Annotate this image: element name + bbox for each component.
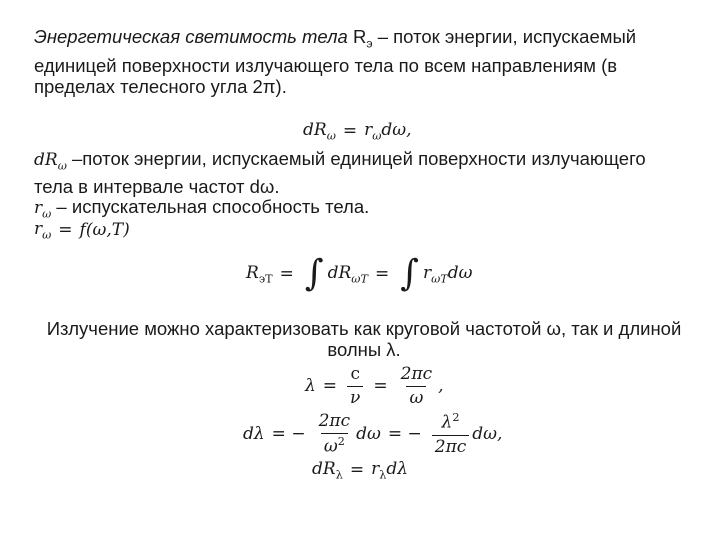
intro-title-phrase: Энергетическая светимость тела: [34, 26, 348, 47]
equation-dR-omega: $dR_\omega$ = $r_\omega d\omega$,: [303, 120, 412, 143]
fraction-2pic-omega-squared: $\frac{2\pi c}{\omega^2}$: [318, 411, 351, 457]
fraction-lambda-squared-2pic: $\frac{\lambda^2}{2\pi c}$: [432, 411, 470, 457]
intro-line-1: [34, 26, 694, 55]
integral-sign: ∫: [400, 253, 419, 294]
definition-r-omega: $r_\omega$ – испускательная способность тела.: [34, 196, 370, 221]
intro-line-3: пределах телесного угла 2π).: [34, 75, 287, 97]
radiation-line-2: волны λ.: [327, 339, 401, 360]
intro-paragraph: [34, 26, 694, 97]
radiation-line-1: Излучение можно характеризовать как круговой частотой ω, так и длиной: [46, 318, 682, 339]
intro-line-2: единицей поверхности излучающего тела по всем направлениям (в: [34, 54, 618, 76]
equation-d-lambda: dλ = − $\frac{2\pi c}{\omega^2}$ dω = − $\frac{\lambda^2}{2\pi c}$ dω,: [243, 411, 503, 457]
intro-symbol: $R_э$: [352, 26, 373, 51]
definition-r-symbol: $r_\omega$: [34, 198, 52, 221]
radiation-paragraph: [34, 318, 694, 360]
integral-sign: ∫: [304, 253, 324, 294]
fraction-c-nu: $\frac{c}{\nu}$: [347, 364, 363, 408]
equation-lambda: λ = $\frac{c}{\nu}$ = $\frac{2\pi c}{\omega}$ ,: [305, 364, 444, 408]
equation-r-function: $r_\omega$ = f(ω,T): [34, 219, 130, 242]
definition-dR-symbol: $dR_\omega$: [34, 150, 67, 173]
intro-dash-text: – поток энергии, испускаемый: [372, 26, 637, 47]
definition-dR-omega: $dR_\omega$ –поток энергии, испускаемый единицей поверхности излучающего тела в интервале частот dω.: [34, 148, 694, 197]
equation-integral: $R_{эT}$ = ∫ $dR_{\omega T}$ = ∫ $r_{\omega T}d\omega$: [246, 253, 473, 294]
definition-dR-line-2: тела в интервале частот dω.: [34, 176, 280, 198]
equation-dR-lambda: $dR_\lambda$ = $r_\lambda d\lambda$: [312, 459, 408, 482]
fraction-2pic-omega: $\frac{2\pi c}{\omega}$: [400, 364, 433, 408]
